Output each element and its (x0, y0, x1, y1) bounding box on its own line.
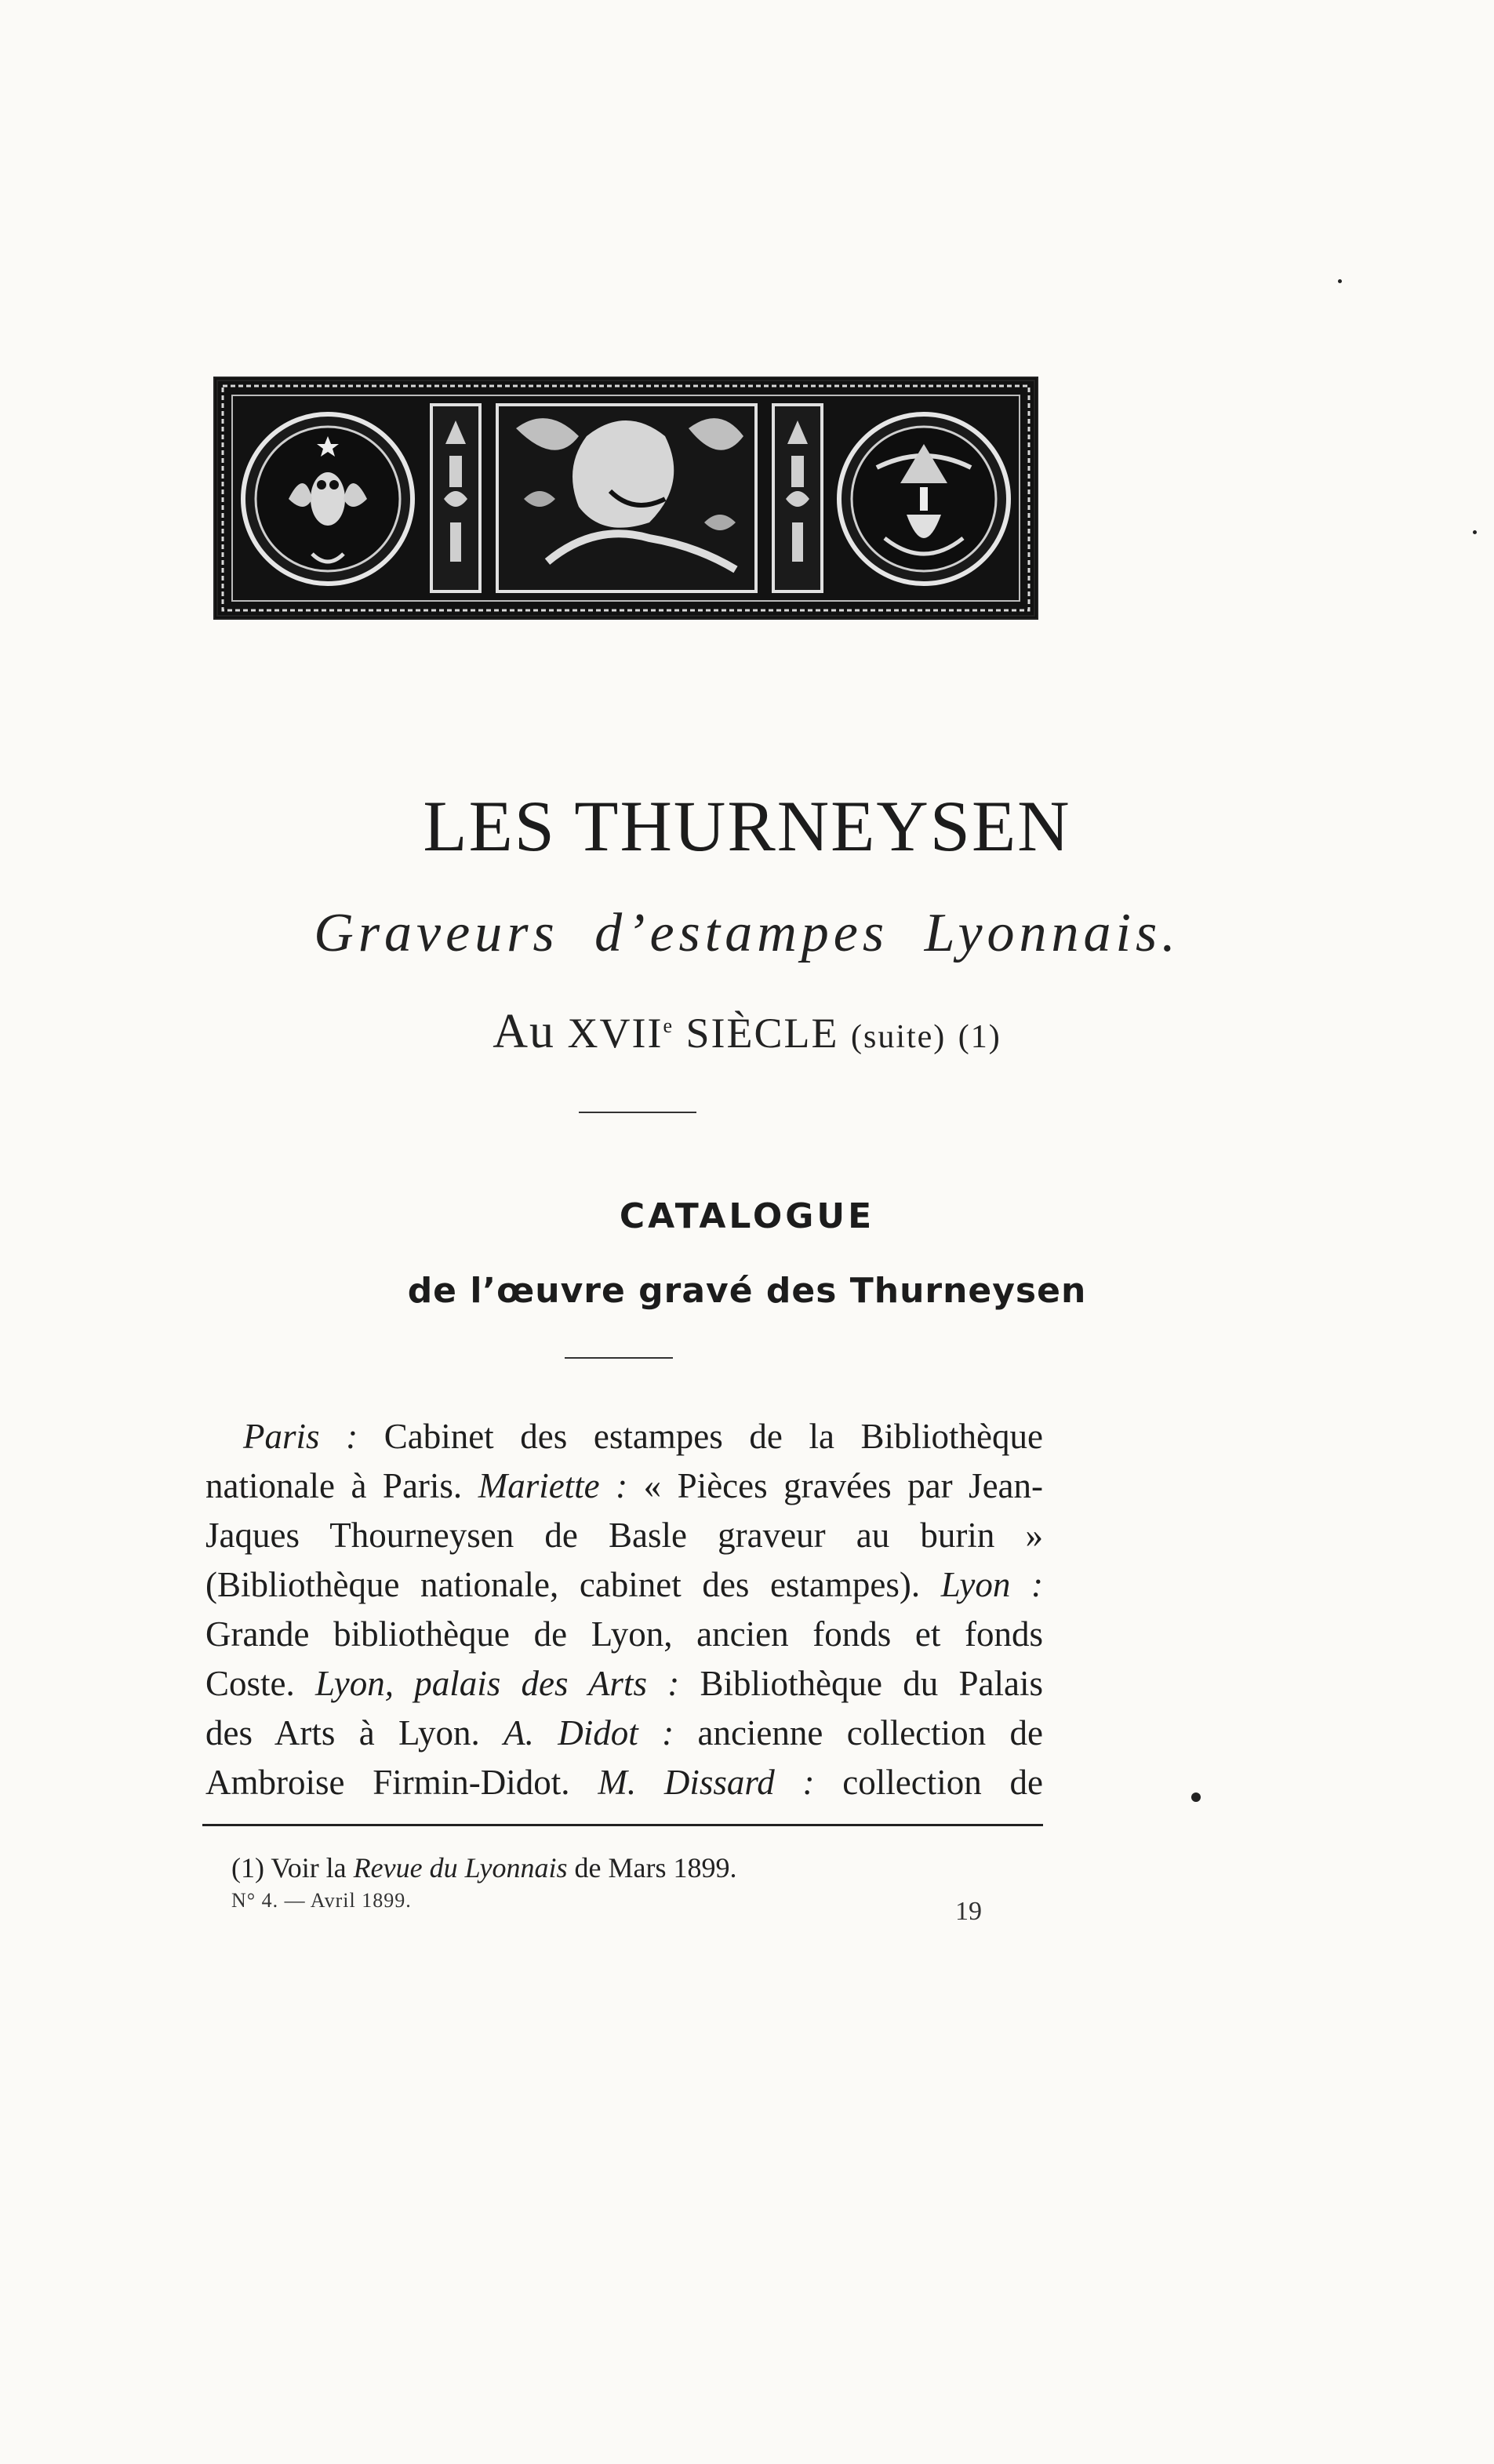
body-source-label: Lyon, palais des Arts : (315, 1664, 680, 1703)
century-note-ref: (1) (958, 1019, 1001, 1055)
body-line (205, 1610, 1043, 1659)
body-source-label: M. Dissard : (598, 1763, 815, 1802)
body-line (205, 1511, 1043, 1560)
footnote-text-after: de Mars 1899. (567, 1852, 737, 1883)
century-heading (0, 1004, 1494, 1060)
footnote-journal: Revue du Lyonnais (353, 1852, 568, 1883)
body-text-segment: ancienne collection de (674, 1713, 1043, 1752)
scan-speck (1473, 530, 1477, 534)
body-line (205, 1461, 1043, 1511)
body-source-label: A. Didot : (503, 1713, 674, 1752)
body-text-segment: des Arts à Lyon. (205, 1713, 504, 1752)
body-line (205, 1758, 1043, 1807)
body-text-segment: Coste. (205, 1664, 316, 1703)
century-siecle: SIÈCLE (685, 1010, 839, 1057)
century-au: Au (493, 1005, 555, 1058)
century-suite: (suite) (851, 1019, 947, 1055)
page-title: LES THURNEYSEN (423, 786, 1071, 866)
ornamental-header-engraving (213, 377, 1038, 620)
century-numeral: XVII (567, 1010, 663, 1057)
body-source-label: Mariette : (478, 1466, 628, 1505)
catalogue-heading: CATALOGUE (619, 1196, 875, 1236)
banner-ornament-icon (218, 381, 1034, 615)
body-line (205, 1709, 1043, 1758)
section-divider-1 (579, 1112, 696, 1113)
footnote-text-before: Voir la (264, 1852, 354, 1883)
body-line (205, 1560, 1043, 1610)
century-superscript: e (663, 1014, 674, 1037)
body-text-segment: Grande bibliothèque de Lyon, ancien fonds et fonds (205, 1614, 1043, 1654)
body-text-segment: collection de (814, 1763, 1044, 1802)
body-line (205, 1412, 1043, 1461)
catalogue-subheading: de l’œuvre gravé des Thurneysen (407, 1271, 1087, 1311)
body-text-segment: Jaques Thourneysen de Basle graveur au burin » (205, 1516, 1043, 1555)
page-number: 19 (955, 1897, 982, 1926)
body-text-segment: Bibliothèque du Palais (679, 1664, 1043, 1703)
footnote (231, 1851, 737, 1884)
body-line (205, 1659, 1043, 1709)
body-source-label: Lyon : (940, 1565, 1043, 1604)
footnote-marker: (1) (231, 1852, 264, 1883)
body-source-label: Paris : (243, 1417, 358, 1456)
body-text-segment: « Pièces gravées par Jean- (627, 1466, 1044, 1505)
scan-speck (1191, 1792, 1201, 1802)
body-paragraph (205, 1412, 1043, 1807)
page-subtitle: Graveurs d’estampes Lyonnais. (314, 903, 1180, 963)
issue-line: N° 4. — Avril 1899. (231, 1889, 412, 1912)
footnote-rule (202, 1824, 1043, 1826)
section-divider-2 (565, 1357, 673, 1359)
scan-speck (1338, 279, 1342, 283)
body-text-segment: Cabinet des estampes de la Bibliothèque (358, 1417, 1044, 1456)
body-text-segment: Ambroise Firmin-Didot. (205, 1763, 598, 1802)
body-text-segment: (Bibliothèque nationale, cabinet des estampes). (205, 1565, 941, 1604)
body-text-segment: nationale à Paris. (205, 1466, 478, 1505)
